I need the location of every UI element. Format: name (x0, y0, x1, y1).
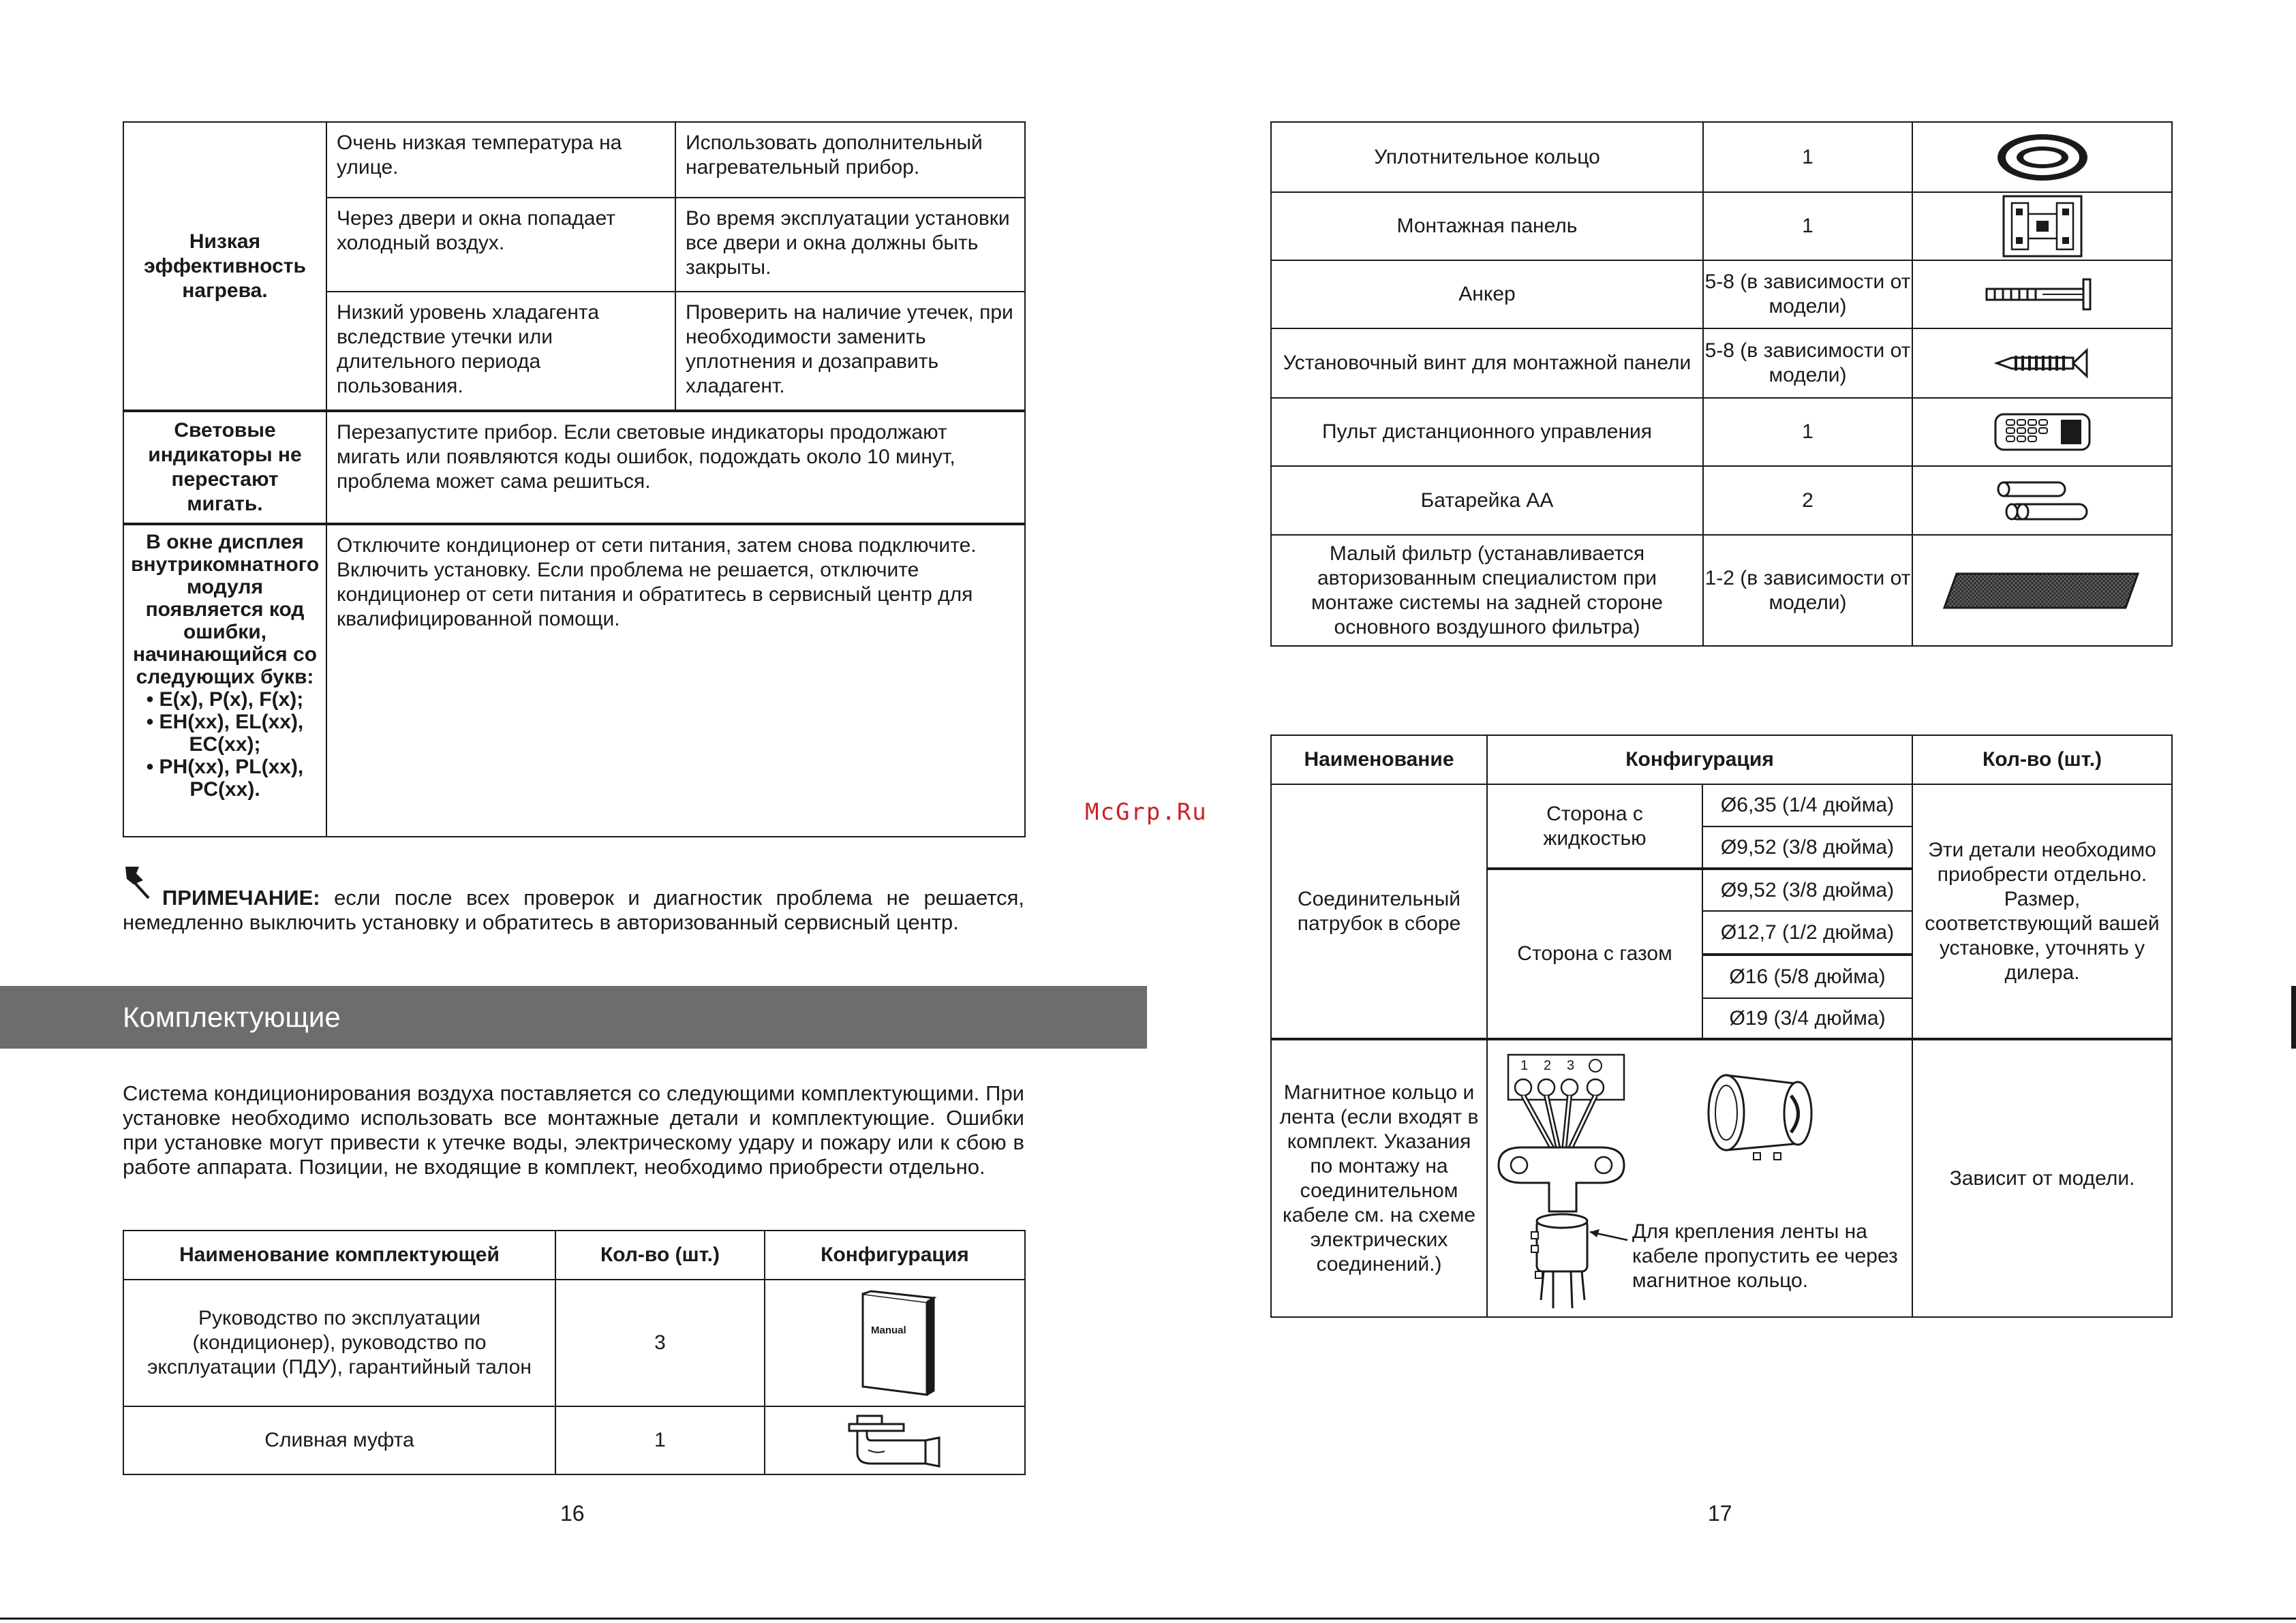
problem-error-code-text: В окне дисплея внутрикомнатного модуля появляется код ошибки, начинающийся со следующих букв: (131, 531, 320, 688)
col-header-qty: Кол-во (шт.) (1912, 735, 2172, 784)
error-code-item: • EH(xx), EL(xx), EC(xx); (146, 711, 304, 756)
accessory-qty: 3 (555, 1280, 765, 1406)
part-config (1912, 466, 2172, 535)
manual-icon-label: Manual (871, 1325, 906, 1336)
battery-icon (1991, 478, 2094, 523)
part-config (1912, 328, 2172, 398)
part-config (1912, 192, 2172, 260)
cause-cell: Через двери и окна попадает холодный воздух. (326, 198, 675, 292)
screw-icon (1991, 346, 2094, 380)
error-code-list (131, 688, 319, 801)
terminal-label: 1 (1520, 1057, 1529, 1073)
parts-table (1270, 121, 2173, 647)
accessory-name: Сливная муфта (123, 1406, 555, 1474)
manual-icon (851, 1288, 939, 1397)
accessory-qty: 1 (555, 1406, 765, 1474)
part-qty: 5-8 (в зависимости от модели) (1703, 260, 1912, 328)
pipe-size: Ø12,7 (1/2 дюйма) (1702, 911, 1912, 955)
problem-low-heating: Низкая эффективность нагрева. (123, 122, 326, 411)
terminal-label: 2 (1544, 1057, 1552, 1073)
ring-caption: Для крепления ленты на кабеле пропустить ее через магнитное кольцо. (1632, 1220, 1898, 1292)
filter-icon (1940, 567, 2145, 615)
watermark: McGrp.Ru (1085, 799, 1208, 826)
solution-cell: Проверить на наличие утечек, при необходимости заменить уплотнения и дозаправить хладагент. (675, 292, 1025, 411)
pipe-size: Ø16 (5/8 дюйма) (1702, 955, 1912, 998)
section-banner (0, 986, 1147, 1049)
pipe-size: Ø9,52 (3/8 дюйма) (1702, 826, 1912, 869)
solution-cell: Во время эксплуатации установки все двери и окна должны быть закрыты. (675, 198, 1025, 292)
error-code-item: • E(x), P(x), F(x); (146, 688, 304, 711)
troubleshooting-table (123, 121, 1026, 837)
intro-paragraph: Система кондиционирования воздуха поставляется со следующими комплектующими. При установке необходимо использовать все монтажные детали и комплектующие. Ошибки при установке могут привести к утечке воды, электрическому удару и пожару или к сбою в работе аппарата. Позиции, не входящие в комплект, необходимо приобрести отдельно. (123, 1081, 1024, 1179)
cause-cell: Очень низкая температура на улице. (326, 122, 675, 198)
part-qty: 2 (1703, 466, 1912, 535)
terminal-label: 3 (1567, 1057, 1575, 1073)
part-qty: 1-2 (в зависимости от модели) (1703, 535, 1912, 646)
col-header-qty: Кол-во (шт.) (555, 1231, 765, 1280)
pipe-size: Ø6,35 (1/4 дюйма) (1702, 784, 1912, 826)
page-number-left: 16 (560, 1501, 585, 1526)
accessory-config (765, 1406, 1025, 1474)
seal-ring-icon (1991, 129, 2094, 186)
error-code-item: • PH(xx), PL(xx), PC(xx). (146, 756, 304, 801)
note (123, 886, 1024, 935)
pipe-size: Ø19 (3/4 дюйма) (1702, 998, 1912, 1039)
problem-error-code (123, 524, 326, 837)
solution-cell: Перезапустите прибор. Если световые индикаторы продолжают мигать или появляются коды ошибок, подождать около 10 минут, проблема может сама решиться. (326, 411, 1025, 524)
anchor-icon (1981, 274, 2104, 315)
part-config (1912, 122, 2172, 192)
part-name: Малый фильтр (устанавливается авторизованным специалистом при монтаже системы на задней стороне основного воздушного фильтра) (1271, 535, 1703, 646)
note-label: ПРИМЕЧАНИЕ: (162, 886, 320, 910)
mounting-plate-icon (1998, 194, 2087, 259)
accessories-table (123, 1230, 1026, 1475)
col-header-config: Конфигурация (765, 1231, 1025, 1280)
pipe-qty-note: Эти детали необходимо приобрести отдельно. Размер, соответствующий вашей установке, уточнять у дилера. (1912, 784, 2172, 1039)
ring-qty: Зависит от модели. (1912, 1039, 2172, 1317)
part-config (1912, 398, 2172, 466)
solution-cell: Использовать дополнительный нагревательный прибор. (675, 122, 1025, 198)
part-name: Уплотнительное кольцо (1271, 122, 1703, 192)
section-title: Комплектующие (123, 1001, 341, 1033)
part-config (1912, 260, 2172, 328)
part-name: Монтажная панель (1271, 192, 1703, 260)
solution-cell: Отключите кондиционер от сети питания, затем снова подключите. Включить установку. Если проблема не решается, отключите кондиционер от сети питания и обратитесь в сервисный центр для квалифицированной помощи. (326, 524, 1025, 837)
page-number-right: 17 (1708, 1501, 1732, 1526)
part-name: Пульт дистанционного управления (1271, 398, 1703, 466)
bottom-rule (0, 1618, 2296, 1620)
note-text: если после всех проверок и диагностик проблема не решается, немедленно выключить установку и обратитесь в авторизованный сервисный центр. (123, 886, 1024, 934)
accessory-config (765, 1280, 1025, 1406)
cause-cell: Низкий уровень хладагента вследствие утечки или длительного периода пользования. (326, 292, 675, 411)
col-header-name: Наименование комплектующей (123, 1231, 555, 1280)
drain-joint-icon (844, 1412, 946, 1469)
part-name: Установочный винт для монтажной панели (1271, 328, 1703, 398)
ring-diagram-cell (1487, 1039, 1912, 1317)
remote-control-icon (1991, 412, 2094, 452)
liquid-side-label: Сторона с жидкостью (1487, 784, 1702, 869)
part-name: Анкер (1271, 260, 1703, 328)
part-qty: 1 (1703, 192, 1912, 260)
pipe-name: Соединительный патрубок в сборе (1271, 784, 1487, 1039)
accessory-name: Руководство по эксплуатации (кондиционер), руководство по эксплуатации (ПДУ), гарантийный талон (123, 1280, 555, 1406)
part-config (1912, 535, 2172, 646)
part-qty: 1 (1703, 398, 1912, 466)
problem-lights-blinking: Световые индикаторы не перестают мигать. (123, 411, 326, 524)
part-name: Батарейка АА (1271, 466, 1703, 535)
col-header-config: Конфигурация (1487, 735, 1912, 784)
edge-tab (2291, 986, 2296, 1049)
pipe-table (1270, 735, 2173, 1318)
gas-side-label: Сторона с газом (1487, 869, 1702, 1039)
part-qty: 5-8 (в зависимости от модели) (1703, 328, 1912, 398)
part-qty: 1 (1703, 122, 1912, 192)
pipe-size: Ø9,52 (3/8 дюйма) (1702, 869, 1912, 911)
col-header-name: Наименование (1271, 735, 1487, 784)
ring-name: Магнитное кольцо и лента (если входят в комплект. Указания по монтажу на соединительном кабеле см. на схеме электрических соединений.) (1271, 1039, 1487, 1317)
